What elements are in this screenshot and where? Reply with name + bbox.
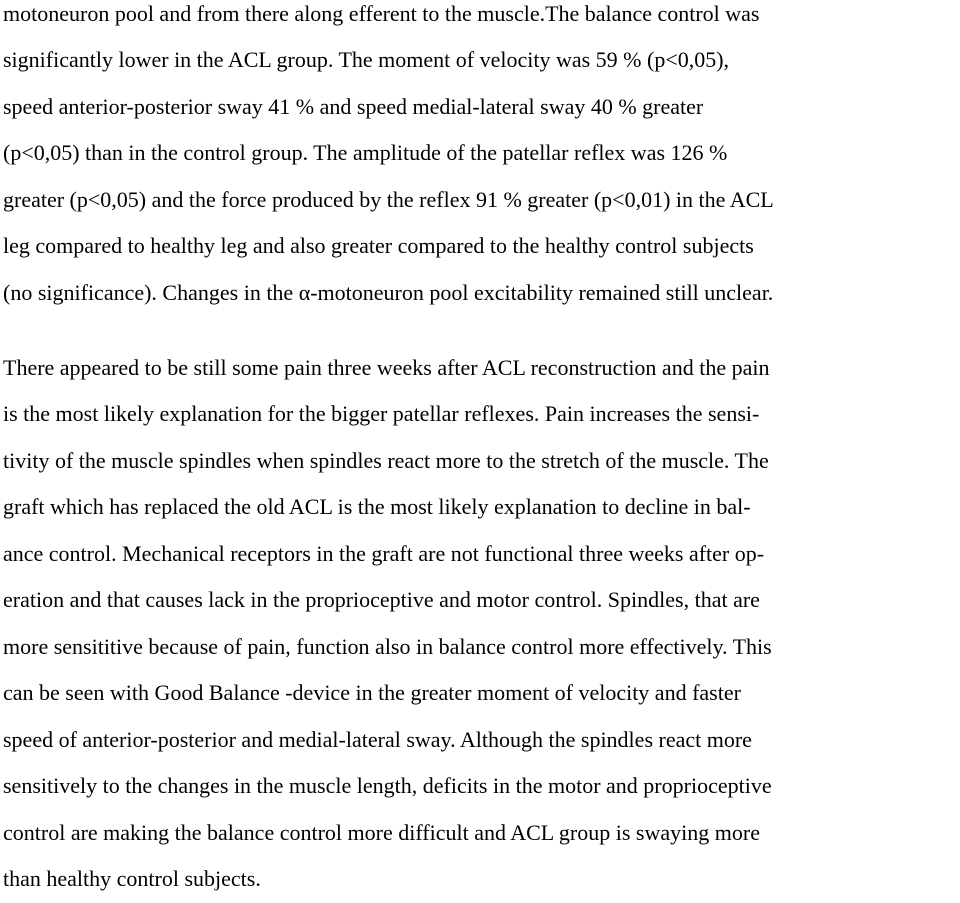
- text-line: sensitively to the changes in the muscle length, deficits in the motor and proprioceptive: [3, 773, 772, 798]
- text-line: speed anterior-posterior sway 41 % and speed medial-lateral sway 40 % greater: [3, 94, 704, 119]
- text-line: motoneuron pool and from there along efferent to the muscle.The balance control was: [3, 1, 760, 26]
- text-line: speed of anterior-posterior and medial-lateral sway. Although the spindles react more: [3, 727, 752, 752]
- text-line: tivity of the muscle spindles when spindles react more to the stretch of the muscle. The: [3, 448, 769, 473]
- text-line: (no significance). Changes in the α-motoneuron pool excitability remained still unclear.: [3, 280, 774, 305]
- text-line: than healthy control subjects.: [3, 866, 261, 891]
- text-line: (p<0,05) than in the control group. The amplitude of the patellar reflex was 126 %: [3, 140, 728, 165]
- text-line: eration and that causes lack in the proprioceptive and motor control. Spindles, that are: [3, 587, 760, 612]
- text-line: more sensititive because of pain, function also in balance control more effectively. This: [3, 634, 772, 659]
- text-line: greater (p<0,05) and the force produced by the reflex 91 % greater (p<0,01) in the ACL: [3, 187, 774, 212]
- text-line: is the most likely explanation for the bigger patellar reflexes. Pain increases the sensi-: [3, 401, 760, 426]
- text-line: graft which has replaced the old ACL is the most likely explanation to decline in bal-: [3, 494, 751, 519]
- text-line: There appeared to be still some pain three weeks after ACL reconstruction and the pain: [3, 355, 770, 380]
- text-line: leg compared to healthy leg and also greater compared to the healthy control subjects: [3, 233, 754, 258]
- text-line: significantly lower in the ACL group. The moment of velocity was 59 % (p<0,05),: [3, 47, 730, 72]
- text-line: ance control. Mechanical receptors in the graft are not functional three weeks after op-: [3, 541, 765, 566]
- text-line: can be seen with Good Balance -device in the greater moment of velocity and faster: [3, 680, 741, 705]
- text-line: control are making the balance control more difficult and ACL group is swaying more: [3, 820, 760, 845]
